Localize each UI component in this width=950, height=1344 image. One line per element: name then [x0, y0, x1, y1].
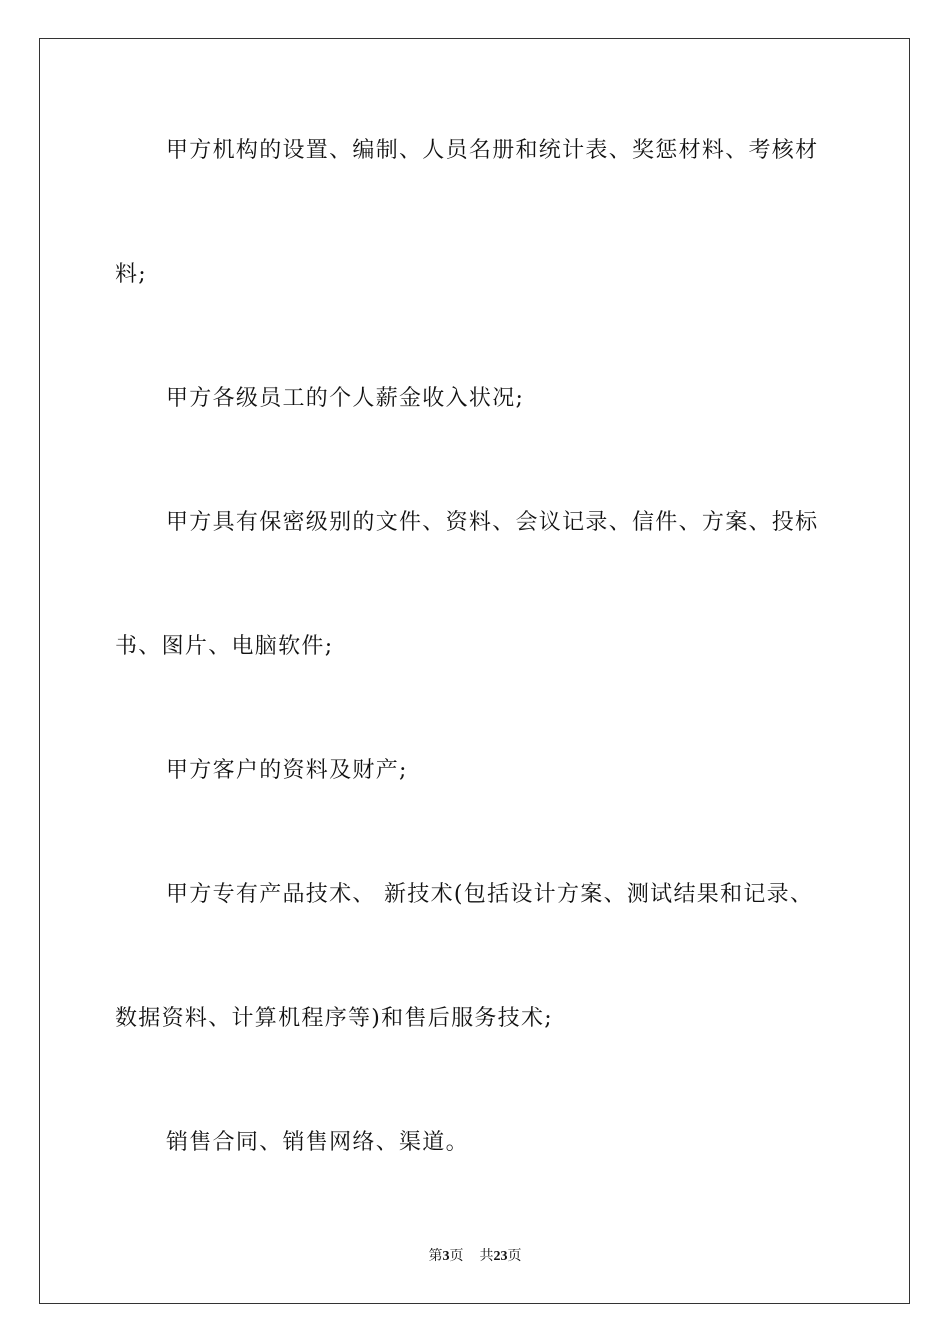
total-prefix: 共	[479, 1249, 494, 1264]
paragraph-line: 销售合同、销售网络、渠道。	[166, 1130, 469, 1155]
paragraph-line: 书、图片、电脑软件;	[115, 634, 334, 659]
paragraph-line: 甲方各级员工的个人薪金收入状况;	[166, 386, 525, 411]
paragraph-line: 甲方机构的设置、编制、人员名册和统计表、奖惩材料、考核材	[166, 138, 819, 163]
page-suffix: 页	[449, 1249, 464, 1264]
paragraph-line: 料;	[115, 262, 148, 287]
paragraph-line: 甲方客户的资料及财产;	[166, 758, 408, 783]
total-suffix: 页	[507, 1249, 522, 1264]
page-number: 3	[442, 1249, 450, 1264]
page-footer	[0, 1247, 950, 1267]
page-prefix: 第	[428, 1249, 443, 1264]
paragraph-line: 甲方具有保密级别的文件、资料、会议记录、信件、方案、投标	[166, 510, 819, 535]
page-border	[39, 38, 910, 1304]
paragraph-line: 数据资料、计算机程序等)和售后服务技术;	[115, 1006, 553, 1031]
total-pages: 23	[493, 1249, 508, 1264]
paragraph-line: 甲方专有产品技术、 新技术(包括设计方案、测试结果和记录、	[166, 882, 814, 907]
